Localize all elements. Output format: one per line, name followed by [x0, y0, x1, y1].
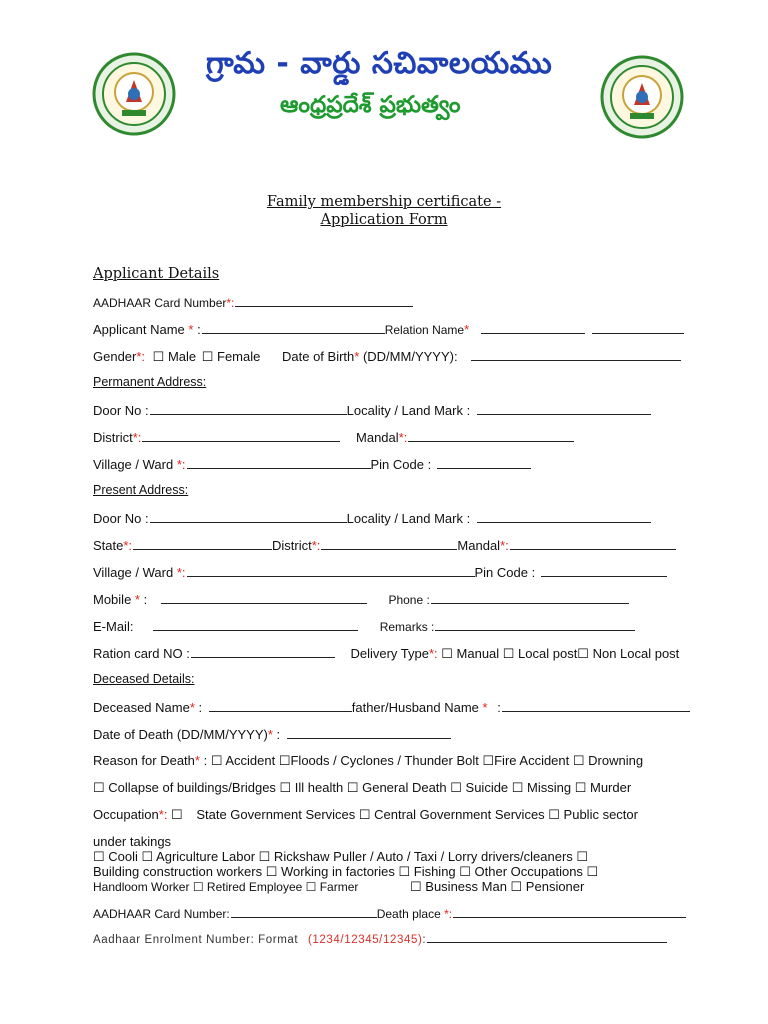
- aadhaar-field[interactable]: [235, 294, 413, 307]
- death-place-field[interactable]: [453, 905, 686, 918]
- applicant-name-label: Applicant Name: [93, 322, 185, 337]
- required-mark: *:: [444, 907, 453, 921]
- permanent-district-field[interactable]: [142, 429, 340, 442]
- present-locality-field[interactable]: [477, 510, 651, 523]
- permanent-door-field[interactable]: [150, 402, 347, 415]
- phone-field[interactable]: [431, 591, 629, 604]
- door-label: Door No :: [93, 511, 149, 526]
- relation-label: Relation Name: [384, 323, 465, 337]
- occupation-line-5b[interactable]: ☐ Business Man ☐ Pensioner: [410, 879, 585, 894]
- present-village-field[interactable]: [187, 564, 475, 577]
- relation-field-2[interactable]: [592, 321, 684, 334]
- occupation-line-3[interactable]: ☐ Cooli ☐ Agriculture Labor ☐ Rickshaw Puller / Auto / Taxi / Lorry drivers/cleaners ☐: [93, 849, 589, 864]
- deceased-name-field[interactable]: [209, 699, 352, 712]
- permanent-village-field[interactable]: [187, 456, 371, 469]
- occupation-line-2: under takings: [93, 834, 172, 849]
- row-email: [93, 618, 635, 634]
- permanent-locality-field[interactable]: [477, 402, 651, 415]
- father-field[interactable]: [502, 699, 690, 712]
- form-title-line1: Family membership certificate -: [266, 194, 502, 210]
- permanent-mandal-field[interactable]: [408, 429, 574, 442]
- required-mark: *:: [176, 457, 186, 472]
- ration-field[interactable]: [191, 645, 335, 658]
- door-label: Door No :: [93, 403, 149, 418]
- reason-label: Reason for Death: [93, 753, 195, 768]
- locality-label: Locality / Land Mark :: [346, 511, 471, 526]
- state-label: State: [93, 538, 124, 553]
- enrolment-field[interactable]: [427, 930, 667, 943]
- header-title: గ్రామ - వార్డు సచివాలయము: [206, 46, 553, 81]
- row-permanent-district: [93, 429, 574, 445]
- header-subtitle: ఆంధ్రప్రదేశ్ ప్రభుత్వం: [280, 92, 461, 118]
- row-deceased-name: Deceased Name* : father/Husband Name * :: [93, 699, 690, 715]
- row-enrolment: [93, 930, 667, 946]
- row-gender: [93, 348, 681, 365]
- gender-female-checkbox[interactable]: ☐ Female: [201, 349, 261, 364]
- dob-field[interactable]: [471, 348, 681, 361]
- required-mark: *: [194, 753, 200, 768]
- row-permanent-door: [93, 402, 651, 418]
- occupation-line-4[interactable]: Building construction workers ☐ Working in factories ☐ Fishing ☐ Other Occupations ☐: [93, 864, 599, 879]
- row-occupation-line-5: [93, 879, 584, 895]
- required-mark: *: [482, 700, 488, 715]
- deceased-name-label: Deceased Name: [93, 700, 190, 715]
- occupation-options-1[interactable]: State Government Services ☐ Central Government Services ☐ Public sector: [196, 807, 638, 822]
- present-door-field[interactable]: [150, 510, 347, 523]
- row-present-village: [93, 564, 667, 580]
- required-mark: *:: [136, 349, 146, 364]
- permanent-pin-field[interactable]: [437, 456, 531, 469]
- enrolment-format: (1234/12345/12345): [308, 934, 423, 946]
- occupation-line-5a[interactable]: Handloom Worker ☐ Retired Employee ☐ Farmer: [93, 880, 359, 894]
- row-applicant-name: Applicant Name * : Relation Name*: [93, 321, 684, 337]
- enrolment-colon: :: [422, 934, 427, 946]
- mandal-label: Mandal: [457, 538, 501, 553]
- required-mark: *: [267, 727, 273, 742]
- locality-label: Locality / Land Mark :: [346, 403, 471, 418]
- required-mark: *: [134, 592, 140, 607]
- occupation-label: Occupation: [93, 807, 159, 822]
- emblem-left-icon: [92, 52, 176, 136]
- mobile-label: Mobile: [93, 592, 132, 607]
- relation-field-1[interactable]: [481, 321, 585, 334]
- enrolment-label: Aadhaar Enrolment Number: Format: [93, 934, 299, 946]
- gender-male-checkbox[interactable]: ☐ Male: [152, 349, 197, 364]
- remarks-field[interactable]: [435, 618, 635, 631]
- applicant-name-field[interactable]: [202, 321, 385, 334]
- pin-label: Pin Code :: [370, 457, 432, 472]
- required-mark: *:: [158, 807, 168, 822]
- row-mobile: Mobile * : Phone :: [93, 591, 629, 607]
- row-present-state: [93, 537, 676, 553]
- row-ration: [93, 645, 679, 662]
- mandal-label: Mandal: [356, 430, 399, 445]
- required-mark: *:: [398, 430, 408, 445]
- village-label: Village / Ward: [93, 457, 174, 472]
- row-dod: Date of Death (DD/MM/YYYY)* :: [93, 726, 451, 742]
- present-mandal-field[interactable]: [510, 537, 676, 550]
- father-label: father/Husband Name: [351, 700, 479, 715]
- delivery-label: Delivery Type: [350, 646, 429, 661]
- required-mark: *:: [500, 538, 509, 553]
- dod-field[interactable]: [287, 726, 451, 739]
- present-district-field[interactable]: [321, 537, 457, 550]
- reason-options-1[interactable]: : ☐ Accident ☐Floods / Cyclones / Thunder Bolt ☐Fire Accident ☐ Drowning: [203, 753, 644, 768]
- present-state-field[interactable]: [133, 537, 272, 550]
- required-mark: *: [189, 700, 195, 715]
- ration-label: Ration card NO :: [93, 646, 190, 661]
- row-occupation: Occupation*: ☐ State Government Services ☐ Central Government Services ☐ Public sector: [93, 807, 638, 822]
- delivery-options[interactable]: ☐ Manual ☐ Local post☐ Non Local post: [441, 646, 680, 661]
- district-label: District: [272, 538, 312, 553]
- required-mark: *:: [311, 538, 321, 553]
- present-pin-field[interactable]: [541, 564, 667, 577]
- section-present-address: Present Address:: [93, 483, 189, 497]
- gender-label: Gender: [93, 349, 137, 364]
- row-aadhaar: [93, 294, 413, 310]
- required-mark: *:: [176, 565, 186, 580]
- deceased-aadhaar-field[interactable]: [231, 905, 377, 918]
- village-label: Village / Ward: [93, 565, 174, 580]
- required-mark: *:: [123, 538, 133, 553]
- pin-label: Pin Code :: [474, 565, 536, 580]
- dob-format: (DD/MM/YYYY):: [362, 349, 458, 364]
- required-mark: *: [354, 349, 360, 364]
- required-mark: *: [188, 322, 194, 337]
- reason-options-2[interactable]: ☐ Collapse of buildings/Bridges ☐ Ill health ☐ General Death ☐ Suicide ☐ Missing ☐ Murder: [93, 780, 632, 795]
- dob-label: Date of Birth: [282, 349, 355, 364]
- remarks-label: Remarks :: [379, 620, 435, 634]
- district-label: District: [93, 430, 133, 445]
- email-label: E-Mail:: [93, 619, 134, 634]
- required-mark: *:: [132, 430, 142, 445]
- required-mark: *:: [428, 646, 438, 661]
- mobile-field[interactable]: [161, 591, 367, 604]
- section-permanent-address: Permanent Address:: [93, 375, 207, 389]
- emblem-right-icon: [600, 55, 684, 139]
- row-deceased-aadhaar: [93, 905, 686, 921]
- deceased-aadhaar-label: AADHAAR Card Number:: [93, 907, 230, 921]
- email-field[interactable]: [153, 618, 358, 631]
- row-reason: [93, 753, 643, 769]
- death-place-label: Death place: [376, 907, 441, 921]
- required-mark: *:: [226, 296, 235, 310]
- form-title-line2: Application Form: [320, 212, 448, 228]
- row-present-door: [93, 510, 651, 526]
- required-mark: *: [464, 322, 470, 337]
- phone-label: Phone :: [388, 593, 430, 607]
- aadhaar-label: AADHAAR Card Number: [93, 296, 227, 310]
- dod-label: Date of Death (DD/MM/YYYY): [93, 727, 268, 742]
- row-permanent-village: [93, 456, 531, 472]
- section-deceased: Deceased Details:: [93, 672, 195, 686]
- section-applicant: Applicant Details: [93, 266, 220, 282]
